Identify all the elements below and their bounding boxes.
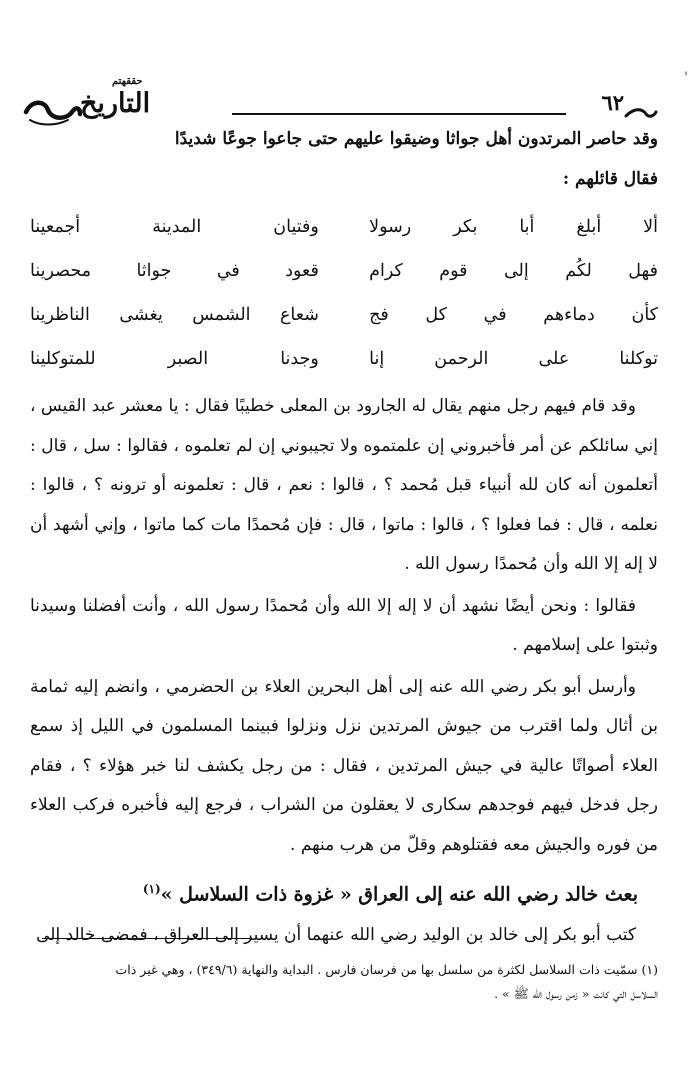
intro-paragraph: وقد حاصر المرتدون أهل جواثا وضيقوا عليهم حتى جاعوا جوعًا شديدًا [174,129,658,149]
footnote-ref: (١) [142,882,161,896]
page-number: ٦٢ [601,90,624,115]
title-small-caption: حققهتم [112,76,143,87]
khalid-paragraph: كتب أبو بكر إلى خالد بن الوليد رضي الله عنهما أن يسير إلى العراق ، فمضى خالد إلى [36,925,636,946]
verse-second-hemistich: وجدنا الصبر للمتوكلينا [30,349,319,369]
poem-verse [30,205,658,249]
header-rule [232,113,566,115]
footnote-line: السلاسل التي كانت « زمن رسول الله ﷺ » . [494,986,658,1001]
book-title: التاريخ [80,88,151,119]
poem [30,205,658,381]
response-paragraph: فقالوا : ونحن أيضًا نشهد أن لا إله إلا الله وأن مُحمدًا رسول الله ، وأنت أفضلنا وسيدنا وثبتوا على إسلامهم . [30,595,658,655]
verse-second-hemistich: شعاع الشمس يغشى الناظرينا [30,305,319,325]
main-text [30,120,658,956]
poem-verse [30,249,658,293]
verse-first-hemistich: كأن دماءهم في كل فج [369,305,658,325]
footnote-rule [42,938,250,939]
section-heading [30,867,658,916]
verse-first-hemistich: توكلنا على الرحمن إنا [369,349,658,369]
section-heading-text: بعث خالد رضي الله عنه إلى العراق « غزوة ذات السلاسل » [160,883,638,906]
verse-first-hemistich: ألا أبلغ أبا بكر رسولا [369,217,658,237]
margin-mark: ' [684,70,688,86]
page-number-ornament-icon [624,106,658,120]
poem-verse [30,337,658,381]
verse-second-hemistich: قعود في جواثا محصرينا [30,261,319,281]
verse-first-hemistich: فهل لكُم إلى قوم كرام [369,261,658,281]
poem-intro: فقال قائلهم : [562,168,658,189]
footnote [34,958,658,1006]
footnote-line: (١) سمّيت ذات السلاسل لكثرة من سلسل بها من فرسان فارس . البداية والنهاية (٣٤٩/٦) ، وهي غير ذات [115,962,658,977]
poem-verse [30,293,658,337]
jarud-speech-paragraph: وقد قام فيهم رجل منهم يقال له الجارود بن المعلى خطيبًا فقال : يا معشر عبد القيس ، إني سائلكم عن أمر فأخبروني إن علمتموه ولا تجيبوني إن لم تعلموه ، فقالوا : سل ، قال : أتعلمون أنه كان لله أنبياء قبل مُحمد ؟ ، قالوا : نعم ، قال : تعلمونه أو ترونه ؟ ، قالوا : نعلمه ، قال : فما فعلوا ؟ ، قالوا : ماتوا ، قال : فإن مُحمدًا مات كما ماتوا ، وإني أشهد أن لا إله إلا الله وأن مُحمدًا رسول الله . [30,396,658,574]
verse-second-hemistich: وفتيان المدينة أجمعينا [30,217,319,237]
bahrain-paragraph: وأرسل أبو بكر رضي الله عنه إلى أهل البحرين العلاء بن الحضرمي ، وانضم إليه ثمامة بن أثال ولما اقترب من جيوش المرتدين نزل ونزلوا فبينما المسلمون في الليل إذ سمع العلاء أصواتًا عالية في جيش المرتدين ، فقال : من رجل يكشف لنا خبر هؤلاء ؟ ، فقام رجل فدخل فيهم فوجدهم سكارى لا يعقلون من الشراب ، فرجع إليه فأخبره فركب العلاء من فوره والجيش معه فقتلوهم وقلّ من هرب منهم . [30,676,658,855]
